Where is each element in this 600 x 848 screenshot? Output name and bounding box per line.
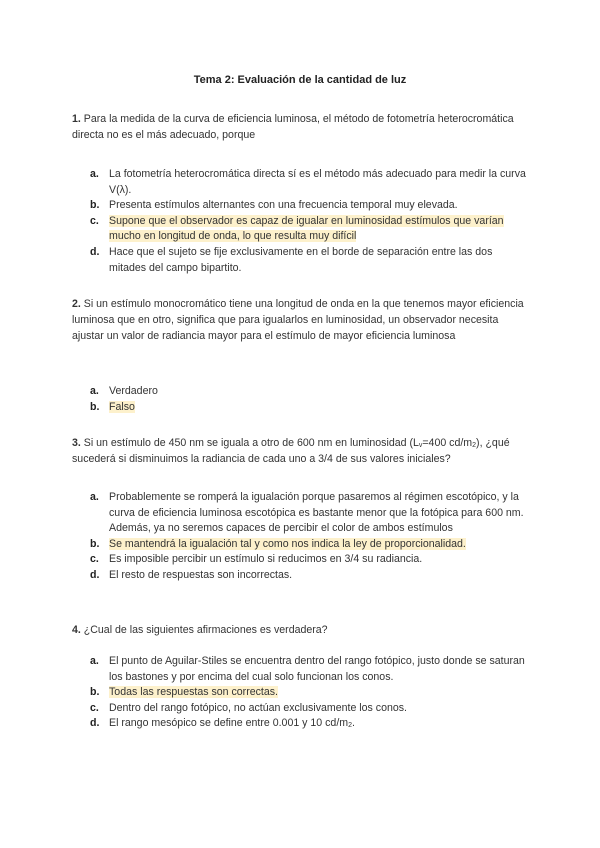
option-text: Hace que el sujeto se fije exclusivamente en el borde de separación entre las dos mitades del campo bipartito. (109, 245, 493, 274)
highlighted-answer: Supone que el observador es capaz de igualar en luminosidad estímulos que varían mucho en longitud de onda, lo que resulta muy difícil (109, 214, 504, 243)
question-4 (72, 622, 532, 638)
question-number: 2. (72, 298, 81, 310)
question-2 (72, 296, 532, 345)
highlighted-answer: Se mantendrá la igualación tal y como nos indica la ley de proporcionalidad. (109, 537, 466, 550)
option-text: El resto de respuestas son incorrectas. (109, 568, 293, 581)
option-letter: b. (90, 537, 100, 550)
option-letter: d. (90, 568, 100, 581)
highlighted-answer: Falso (109, 400, 135, 413)
question-text: Si un estímulo monocromático tiene una longitud de onda en la que tenemos mayor eficiencia luminosa que en otro, significa que para igualarlos en luminosidad, un observador necesita ajustar un valor de radiancia mayor para el estímulo de mayor eficiencia luminosa (72, 298, 524, 343)
option-text: La fotometría heterocromática directa sí es el método más adecuado para medir la curva V(λ). (109, 168, 526, 196)
option-text: Presenta estímulos alternantes con una frecuencia temporal muy elevada. (109, 199, 458, 212)
option-4a (90, 654, 530, 685)
question-text-mid: =400 cd/m (422, 437, 473, 449)
question-number: 4. (72, 624, 81, 636)
question-2-options (90, 384, 530, 415)
option-letter: a. (90, 168, 99, 180)
question-text-end: ), ¿qué sucederá si disminuimos la radiancia de cada uno a 3/4 de sus valores iniciales? (72, 437, 510, 466)
subscript-v: v (418, 442, 423, 449)
option-letter: c. (90, 701, 99, 714)
option-3b-correct (90, 537, 530, 553)
option-letter: b. (90, 199, 100, 212)
option-3c (90, 552, 530, 568)
option-letter: d. (90, 717, 100, 730)
option-1b (90, 198, 530, 214)
option-3a (90, 490, 530, 537)
option-4b-correct (90, 685, 530, 701)
option-letter: c. (90, 214, 99, 227)
option-letter: d. (90, 245, 100, 258)
option-text: El punto de Aguilar-Stiles se encuentra dentro del rango fotópico, justo donde se saturan los bastones y por encima del cual solo funcionan los conos. (109, 655, 525, 683)
question-text: Para la medida de la curva de eficiencia luminosa, el método de fotometría heterocromática directa no es el más adecuado, porque (72, 113, 514, 142)
option-letter: a. (90, 491, 99, 503)
option-text: Probablemente se romperá la igualación porque pasaremos al régimen escotópico, y la curva de eficiencia luminosa escotópica es bastante menor que la fotópica para 600 nm. Además, ya no seremos capaces de percibir el color de ambos estímulos (109, 491, 524, 535)
option-1c-correct (90, 214, 530, 245)
question-1-options (90, 167, 530, 276)
option-letter: b. (90, 400, 100, 413)
option-letter: c. (90, 553, 99, 566)
question-3-options (90, 490, 530, 584)
question-text-start: Si un estímulo de 450 nm se iguala a otro de 600 nm en luminosidad (L (80, 437, 419, 449)
option-letter: a. (90, 655, 99, 667)
option-3d (90, 568, 530, 584)
option-text-end: . (352, 717, 355, 730)
option-text: Dentro del rango fotópico, no actúan exclusivamente los conos. (109, 701, 407, 714)
option-letter: a. (90, 385, 99, 397)
option-letter: b. (90, 686, 100, 699)
subscript-2: 2 (472, 442, 477, 449)
option-text: Verdadero (109, 385, 158, 397)
highlighted-answer: Todas las respuestas son correctas. (109, 686, 278, 699)
question-3 (72, 435, 532, 467)
question-1 (72, 111, 532, 143)
question-text: ¿Cual de las siguientes afirmaciones es verdadera? (80, 624, 328, 636)
option-4c (90, 701, 530, 717)
subscript-2: 2 (348, 722, 352, 730)
option-2b-correct (90, 400, 530, 416)
option-text: Es imposible percibir un estímulo si reducimos en 3/4 su radiancia. (109, 553, 423, 566)
question-number: 1. (72, 113, 81, 125)
option-2a (90, 384, 530, 400)
option-1a (90, 167, 530, 198)
option-text-start: El rango mesópico se define entre 0.001 y 10 cd/m (109, 717, 349, 730)
question-number: 3. (72, 437, 81, 449)
option-1d (90, 245, 530, 276)
option-4d (90, 716, 530, 732)
question-4-options (90, 654, 530, 732)
page-title: Tema 2: Evaluación de la cantidad de luz (193, 74, 407, 86)
